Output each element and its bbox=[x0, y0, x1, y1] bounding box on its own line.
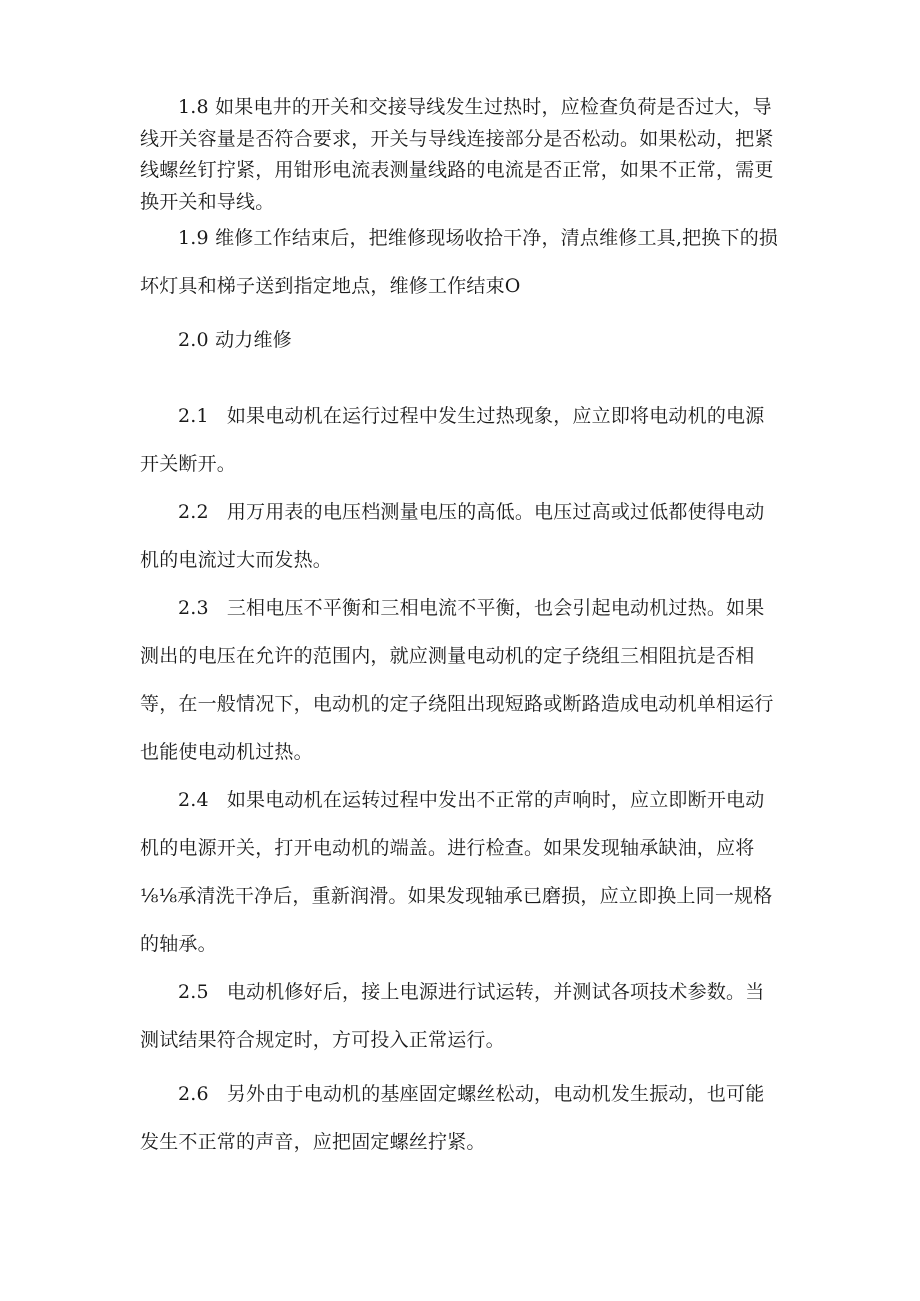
paragraph-text: 如果电动机在运行过程中发生过热现象，应立即将电动机的电源开关断开。 bbox=[140, 405, 765, 475]
paragraph-number: 2.4 bbox=[178, 789, 209, 811]
paragraph-2-1 bbox=[140, 392, 780, 488]
paragraph-2-6 bbox=[140, 1070, 780, 1166]
paragraph-2-4 bbox=[140, 776, 780, 968]
paragraph-number: 2.2 bbox=[178, 501, 209, 523]
paragraph-number: 2.0 bbox=[178, 329, 209, 351]
paragraph-1-8 bbox=[140, 92, 780, 218]
paragraph-text: 如果电井的开关和交接导线发生过热时，应检查负荷是否过大，导线开关容量是否符合要求，开关与导线连接部分是否松动。如果松动，把紧线螺丝钉拧紧，用钳形电流表测量线路的电流是否正常，如果不正常，需更换开关和导线。 bbox=[140, 96, 774, 213]
paragraph-text: 维修工作结束后，把维修现场收拾干净，清点维修工具,把换下的损坏灯具和梯子送到指定地点，维修工作结束O bbox=[140, 227, 779, 297]
paragraph-text: 三相电压不平衡和三相电流不平衡，也会引起电动机过热。如果测出的电压在允许的范围内，就应测量电动机的定子绕组三相阻抗是否相等，在一般情况下，电动机的定子绕阻出现短路或断路造成电动机单相运行也能使电动机过热。 bbox=[140, 597, 774, 763]
paragraph-1-9 bbox=[140, 214, 780, 310]
paragraph-2-3 bbox=[140, 584, 780, 776]
paragraph-2-5 bbox=[140, 968, 780, 1064]
section-heading-2-0 bbox=[140, 316, 780, 364]
paragraph-text: 如果电动机在运转过程中发出不正常的声响时，应立即断开电动机的电源开关，打开电动机的端盖。进行检查。如果发现轴承缺油，应将⅛⅛承清洗干净后，重新润滑。如果发现轴承已磨损，应立即换上同一规格的轴承。 bbox=[140, 789, 773, 955]
paragraph-text: 用万用表的电压档测量电压的高低。电压过高或过低都使得电动机的电流过大而发热。 bbox=[140, 501, 765, 571]
paragraph-number: 2.1 bbox=[178, 405, 209, 427]
paragraph-number: 2.6 bbox=[178, 1083, 209, 1105]
paragraph-number: 2.3 bbox=[178, 597, 209, 619]
paragraph-text: 动力维修 bbox=[215, 329, 292, 351]
paragraph-text: 电动机修好后，接上电源进行试运转，并测试各项技术参数。当测试结果符合规定时，方可投入正常运行。 bbox=[140, 981, 765, 1051]
paragraph-number: 1.8 bbox=[178, 96, 209, 118]
paragraph-text: 另外由于电动机的基座固定螺丝松动，电动机发生振动，也可能发生不正常的声音，应把固定螺丝拧紧。 bbox=[140, 1083, 765, 1153]
paragraph-number: 1.9 bbox=[178, 227, 209, 249]
paragraph-number: 2.5 bbox=[178, 981, 209, 1003]
paragraph-2-2 bbox=[140, 488, 780, 584]
